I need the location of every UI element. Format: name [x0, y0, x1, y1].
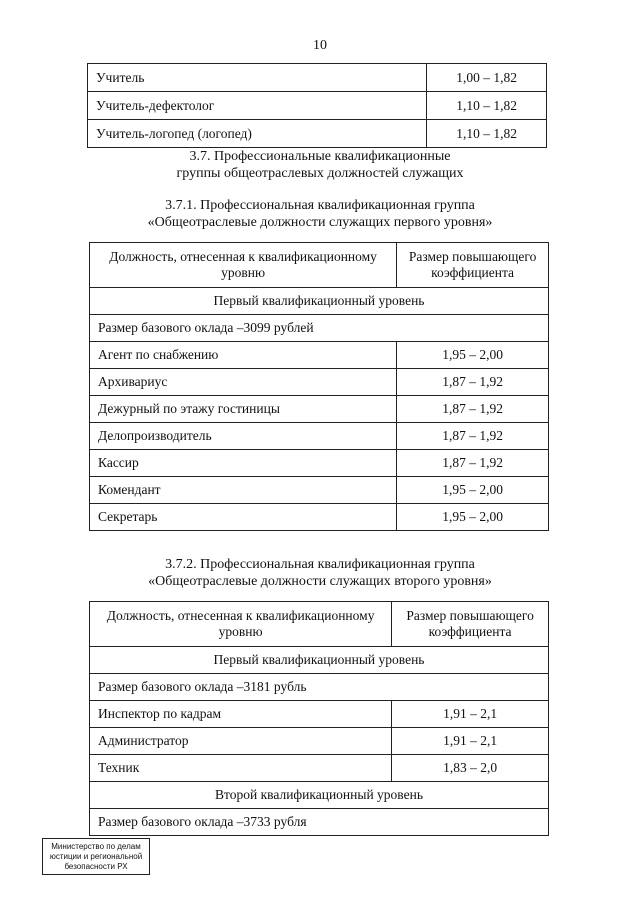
section-heading-3-7	[0, 148, 640, 182]
table-row	[90, 504, 549, 531]
coefficient-cell: 1,87 – 1,92	[397, 450, 549, 477]
table-row	[90, 450, 549, 477]
coefficient-cell: 1,91 – 2,1	[392, 728, 549, 755]
table-row	[88, 120, 547, 148]
heading-line: 3.7. Профессиональные квалификационные	[189, 149, 451, 164]
table-header-row	[90, 602, 549, 647]
position-cell: Комендант	[90, 477, 397, 504]
position-cell: Инспектор по кадрам	[90, 701, 392, 728]
table-row	[90, 728, 549, 755]
position-cell: Агент по снабжению	[90, 342, 397, 369]
base-salary-row	[90, 809, 549, 836]
heading-line: группы общеотраслевых должностей служащих	[176, 166, 464, 181]
table-header-row	[90, 243, 549, 288]
table-row	[90, 342, 549, 369]
qualification-level: Второй квалификационный уровень	[90, 782, 549, 809]
column-header-position: Должность, отнесенная к квалификационному уровню	[90, 243, 397, 288]
heading-line: 3.7.1. Профессиональная квалификационная группа	[165, 198, 475, 213]
table-row	[90, 701, 549, 728]
ministry-stamp	[42, 838, 150, 875]
stamp-line: Министерство по делам	[51, 842, 141, 851]
position-cell: Делопроизводитель	[90, 423, 397, 450]
second-level-positions-table	[89, 601, 549, 836]
teachers-table	[87, 63, 547, 148]
base-salary: Размер базового оклада –3099 рублей	[90, 315, 549, 342]
stamp-line: безопасности РХ	[64, 862, 128, 871]
table-row	[90, 396, 549, 423]
coefficient-cell: 1,87 – 1,92	[397, 423, 549, 450]
coefficient-cell: 1,91 – 2,1	[392, 701, 549, 728]
position-cell: Дежурный по этажу гостиницы	[90, 396, 397, 423]
qualification-level: Первый квалификационный уровень	[90, 288, 549, 315]
position-cell: Техник	[90, 755, 392, 782]
base-salary-row	[90, 674, 549, 701]
stamp-line: юстиции и региональной	[49, 852, 143, 861]
heading-line: «Общеотраслевые должности служащих первого уровня»	[147, 215, 493, 230]
table-row	[90, 477, 549, 504]
coefficient-cell: 1,10 – 1,82	[427, 120, 547, 148]
coefficient-cell: 1,10 – 1,82	[427, 92, 547, 120]
table-row	[90, 755, 549, 782]
qualification-level: Первый квалификационный уровень	[90, 647, 549, 674]
base-salary-row	[90, 315, 549, 342]
position-cell: Учитель-дефектолог	[88, 92, 427, 120]
coefficient-cell: 1,83 – 2,0	[392, 755, 549, 782]
coefficient-cell: 1,95 – 2,00	[397, 504, 549, 531]
column-header-position: Должность, отнесенная к квалификационному уровню	[90, 602, 392, 647]
column-header-coefficient: Размер повышающего коэффициента	[397, 243, 549, 288]
heading-line: «Общеотраслевые должности служащих второго уровня»	[148, 574, 492, 589]
position-cell: Архивариус	[90, 369, 397, 396]
base-salary: Размер базового оклада –3733 рубля	[90, 809, 549, 836]
level-row	[90, 288, 549, 315]
position-cell: Учитель	[88, 64, 427, 92]
table-row	[88, 64, 547, 92]
position-cell: Секретарь	[90, 504, 397, 531]
section-heading-3-7-1	[0, 197, 640, 231]
base-salary: Размер базового оклада –3181 рубль	[90, 674, 549, 701]
level-row	[90, 647, 549, 674]
heading-line: 3.7.2. Профессиональная квалификационная группа	[165, 557, 475, 572]
level-row	[90, 782, 549, 809]
coefficient-cell: 1,95 – 2,00	[397, 477, 549, 504]
first-level-positions-table	[89, 242, 549, 531]
table-row	[88, 92, 547, 120]
position-cell: Администратор	[90, 728, 392, 755]
coefficient-cell: 1,95 – 2,00	[397, 342, 549, 369]
position-cell: Кассир	[90, 450, 397, 477]
position-cell: Учитель-логопед (логопед)	[88, 120, 427, 148]
section-heading-3-7-2	[0, 556, 640, 590]
table-row	[90, 369, 549, 396]
column-header-coefficient: Размер повышающего коэффициента	[392, 602, 549, 647]
coefficient-cell: 1,87 – 1,92	[397, 396, 549, 423]
page-number: 10	[313, 38, 327, 53]
table-row	[90, 423, 549, 450]
coefficient-cell: 1,00 – 1,82	[427, 64, 547, 92]
coefficient-cell: 1,87 – 1,92	[397, 369, 549, 396]
